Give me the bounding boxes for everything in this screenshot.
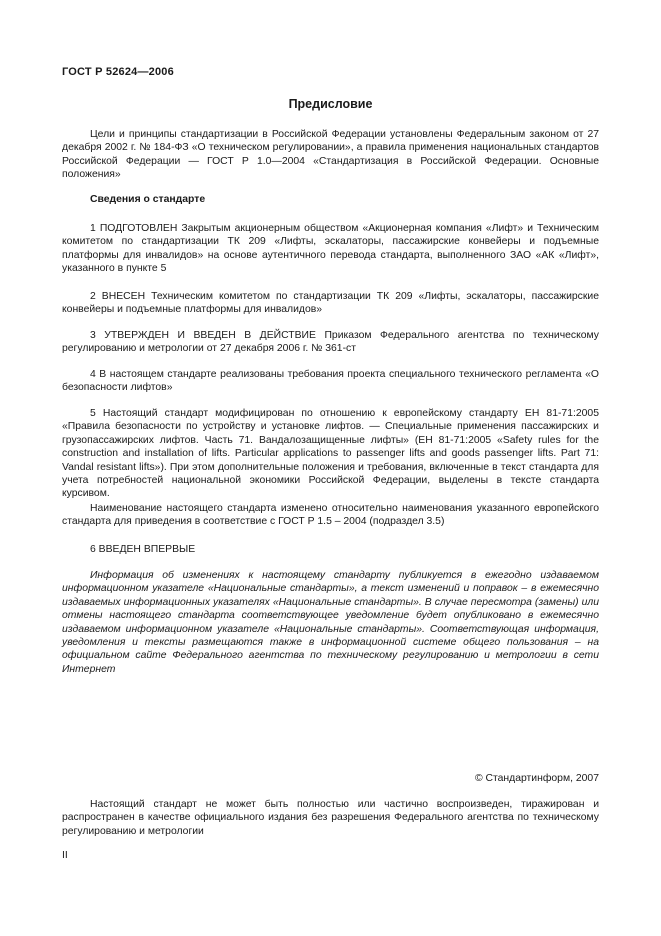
item-3-paragraph: 3 УТВЕРЖДЕН И ВВЕДЕН В ДЕЙСТВИЕ Приказом Федерального агентства по техническому регулированию и метрологии от 27 декабря 2006 г. № 361-ст <box>62 330 599 355</box>
rights-paragraph: Настоящий стандарт не может быть полностью или частично воспроизведен, тиражирован и распространен в качестве официального издания без разрешения Федерального агентства по техническому регулированию и метрологии <box>62 799 599 837</box>
item-5-paragraph: 5 Настоящий стандарт модифицирован по отношению к европейскому стандарту ЕН 81-71:2005 «Правила безопасности по устройству и установке лифтов. — Специальные применения пассажирских и грузопассажирских лифтов. Часть 71. Вандалозащищенные лифты» (ЕН 81-71:2005 «Safety rules for the construction and installation of lifts. Particular applications to passenger lifts and goods passenger lifts. Part 71: Vandal resistant lifts»). При этом дополнительные положения и требования, включенные в текст стандарта для учета потребностей национальной экономики Российской Федерации, выделены в тексте стандарта курсивом. <box>62 408 599 500</box>
item-6-paragraph: 6 ВВЕДЕН ВПЕРВЫЕ <box>90 544 196 555</box>
item-4-paragraph: 4 В настоящем стандарте реализованы требования проекта специального технического регламента «О безопасности лифтов» <box>62 369 599 394</box>
copyright-notice: © Стандартинформ, 2007 <box>474 773 599 784</box>
info-paragraph: Информация об изменениях к настоящему стандарту публикуется в ежегодно издаваемом информационном указателе «Национальные стандарты», а текст изменений и поправок – в ежемесячно издаваемых информационных указателях «Национальные стандарты». В случае пересмотра (замены) или отмены настоящего стандарта соответствующее уведомление будет опубликовано в ежемесячно издаваемом информационном указателе «Национальные стандарты». Соответствующая информация, уведомления и тексты размещаются также в информационной системе общего пользования – на официальном сайте Федерального агентства по техническому регулированию и метрологии в сети Интернет <box>62 570 599 675</box>
section-heading: Сведения о стандарте <box>90 194 206 205</box>
page-number: II <box>62 850 68 861</box>
page-title: Предисловие <box>288 97 373 111</box>
item-5-name-paragraph: Наименование настоящего стандарта изменено относительно наименования указанного европейского стандарта для приведения в соответствие с ГОСТ Р 1.5 – 2004 (подраздел 3.5) <box>62 503 599 528</box>
document-id-header: ГОСТ Р 52624—2006 <box>62 66 174 78</box>
intro-paragraph: Цели и принципы стандартизации в Российской Федерации установлены Федеральным законом от 27 декабря 2002 г. № 184-ФЗ «О техническом регулировании», а правила применения национальных стандартов Российской Федерации — ГОСТ Р 1.0—2004 «Стандартизация в Российской Федерации. Основные положения» <box>62 129 599 181</box>
item-1-paragraph: 1 ПОДГОТОВЛЕН Закрытым акционерным обществом «Акционерная компания «Лифт» и Техническим комитетом по стандартизации ТК 209 «Лифты, эскалаторы, пассажирские конвейеры и подъемные платформы для инвалидов» на основе аутентичного перевода стандарта, выполненного ЗАО «АК «Лифт», указанного в пункте 5 <box>62 223 599 275</box>
item-2-paragraph: 2 ВНЕСЕН Техническим комитетом по стандартизации ТК 209 «Лифты, эскалаторы, пассажирские конвейеры и подъемные платформы для инвалидов» <box>62 291 599 316</box>
